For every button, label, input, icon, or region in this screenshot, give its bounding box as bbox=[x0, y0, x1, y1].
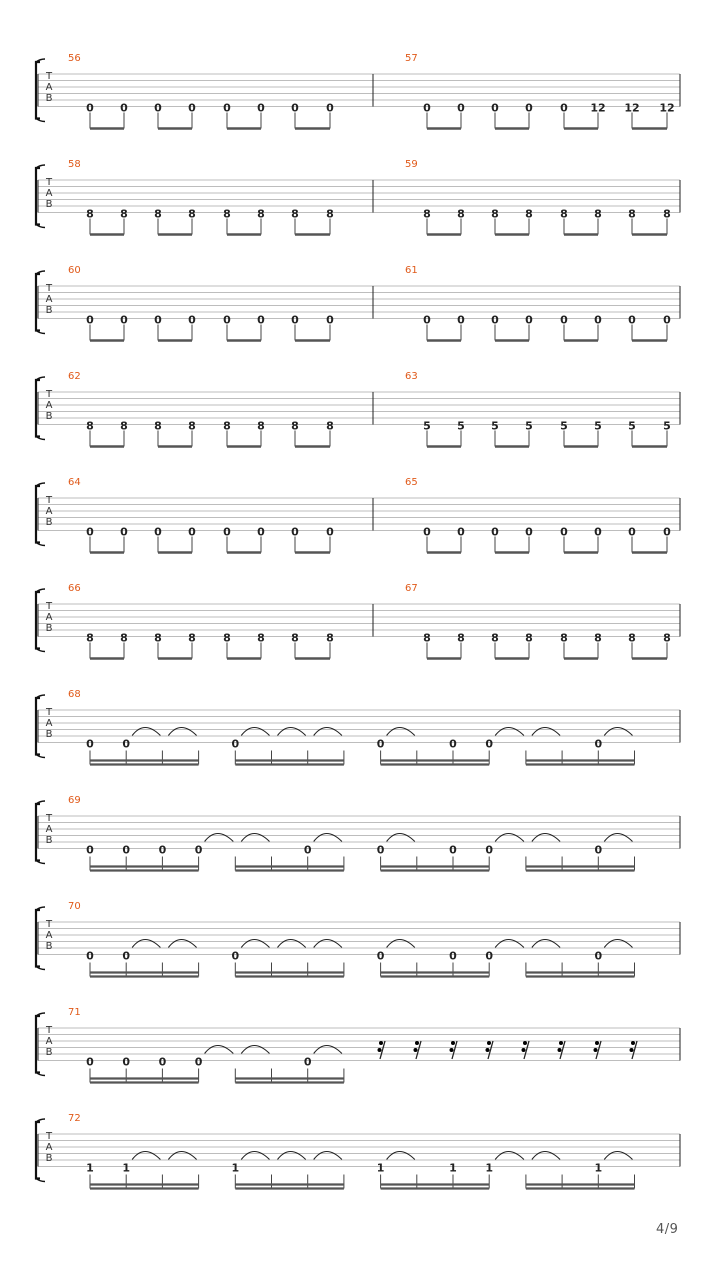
rest-dot bbox=[451, 1041, 455, 1045]
system bbox=[36, 371, 680, 447]
tie-arc bbox=[314, 834, 342, 842]
bracket-hook bbox=[36, 907, 45, 970]
fret-number: 0 bbox=[628, 525, 636, 539]
fret-number: 0 bbox=[86, 737, 94, 751]
bracket-hook bbox=[36, 1013, 45, 1076]
fret-number: 8 bbox=[223, 207, 231, 221]
tab-clef-letter: T bbox=[45, 1131, 53, 1142]
fret-number: 8 bbox=[291, 419, 299, 433]
fret-number: 0 bbox=[188, 313, 196, 327]
system bbox=[36, 795, 680, 871]
fret-number: 0 bbox=[457, 313, 465, 327]
fret-number: 0 bbox=[86, 843, 94, 857]
fret-number: 0 bbox=[491, 525, 499, 539]
bracket-hook bbox=[36, 589, 45, 652]
fret-number: 0 bbox=[449, 843, 457, 857]
fret-number: 8 bbox=[188, 419, 196, 433]
fret-number: 8 bbox=[154, 207, 162, 221]
fret-number: 0 bbox=[154, 525, 162, 539]
tab-clef-letter: A bbox=[45, 506, 53, 517]
fret-number: 0 bbox=[376, 737, 385, 751]
tie-arc bbox=[241, 1152, 269, 1160]
tie-arc bbox=[532, 728, 560, 736]
fret-number: 0 bbox=[120, 101, 128, 115]
tie-arc bbox=[495, 1152, 524, 1160]
measure-number: 68 bbox=[68, 689, 81, 700]
fret-number: 1 bbox=[86, 1161, 94, 1175]
tab-clef-letter: T bbox=[45, 1025, 53, 1036]
measure-number: 56 bbox=[68, 53, 81, 64]
bracket-hook bbox=[36, 801, 45, 864]
rest-dot bbox=[631, 1041, 635, 1045]
tie-arc bbox=[532, 940, 560, 948]
tab-clef-letter: A bbox=[45, 612, 53, 623]
fret-number: 0 bbox=[86, 313, 94, 327]
measure-number: 59 bbox=[405, 159, 418, 170]
fret-number: 0 bbox=[560, 525, 568, 539]
fret-number: 0 bbox=[223, 313, 231, 327]
fret-number: 8 bbox=[120, 207, 128, 221]
fret-number: 0 bbox=[663, 313, 671, 327]
fret-number: 8 bbox=[594, 207, 602, 221]
tab-clef-letter: T bbox=[45, 707, 53, 718]
tie-arc bbox=[241, 728, 269, 736]
fret-number: 1 bbox=[376, 1161, 385, 1175]
fret-number: 8 bbox=[86, 419, 94, 433]
system bbox=[36, 1007, 680, 1083]
fret-number: 0 bbox=[86, 101, 94, 115]
fret-number: 1 bbox=[122, 1161, 131, 1175]
tie-arc bbox=[387, 940, 415, 948]
fret-number: 0 bbox=[491, 101, 499, 115]
fret-number: 0 bbox=[86, 1055, 94, 1069]
tab-clef-letter: T bbox=[45, 177, 53, 188]
measure-number: 64 bbox=[68, 477, 81, 488]
fret-number: 8 bbox=[423, 207, 431, 221]
fret-number: 0 bbox=[188, 101, 196, 115]
fret-number: 8 bbox=[423, 631, 431, 645]
fret-number: 0 bbox=[376, 949, 385, 963]
fret-number: 0 bbox=[122, 949, 131, 963]
rest-dot bbox=[379, 1041, 383, 1045]
tie-arc bbox=[604, 1152, 632, 1160]
fret-number: 0 bbox=[491, 313, 499, 327]
tab-clef-letter: A bbox=[45, 824, 53, 835]
rest-dot bbox=[487, 1041, 491, 1045]
tab-clef-letter: T bbox=[45, 283, 53, 294]
fret-number: 0 bbox=[86, 525, 94, 539]
tie-arc bbox=[314, 940, 342, 948]
fret-number: 0 bbox=[594, 843, 603, 857]
tab-clef-letter: B bbox=[45, 517, 53, 528]
fret-number: 5 bbox=[594, 419, 602, 433]
fret-number: 0 bbox=[303, 1055, 312, 1069]
system bbox=[36, 477, 680, 553]
fret-number: 8 bbox=[257, 419, 265, 433]
tie-arc bbox=[532, 1152, 560, 1160]
fret-number: 5 bbox=[491, 419, 499, 433]
fret-number: 0 bbox=[457, 101, 465, 115]
tie-arc bbox=[604, 940, 632, 948]
fret-number: 8 bbox=[154, 631, 162, 645]
fret-number: 0 bbox=[194, 1055, 203, 1069]
fret-number: 8 bbox=[223, 631, 231, 645]
tab-clef-letter: B bbox=[45, 1153, 53, 1164]
fret-number: 0 bbox=[291, 313, 299, 327]
tie-arc bbox=[495, 940, 524, 948]
fret-number: 0 bbox=[188, 525, 196, 539]
fret-number: 0 bbox=[326, 101, 334, 115]
bracket-hook bbox=[36, 695, 45, 758]
fret-number: 0 bbox=[231, 737, 240, 751]
fret-number: 0 bbox=[449, 949, 457, 963]
fret-number: 0 bbox=[154, 313, 162, 327]
tie-arc bbox=[314, 1152, 342, 1160]
rest-dot bbox=[414, 1048, 418, 1052]
tie-arc bbox=[168, 728, 196, 736]
measure-number: 63 bbox=[405, 371, 418, 382]
fret-number: 0 bbox=[257, 525, 265, 539]
fret-number: 8 bbox=[291, 631, 299, 645]
fret-number: 5 bbox=[628, 419, 636, 433]
fret-number: 8 bbox=[326, 419, 334, 433]
measure-number: 58 bbox=[68, 159, 81, 170]
fret-number: 0 bbox=[594, 313, 602, 327]
tab-clef-letter: B bbox=[45, 623, 53, 634]
tab-clef-letter: B bbox=[45, 411, 53, 422]
tab-clef-letter: B bbox=[45, 1047, 53, 1058]
tie-arc bbox=[241, 940, 269, 948]
fret-number: 0 bbox=[560, 101, 568, 115]
fret-number: 8 bbox=[663, 631, 671, 645]
fret-number: 0 bbox=[303, 843, 312, 857]
measure-number: 60 bbox=[68, 265, 81, 276]
fret-number: 8 bbox=[86, 207, 94, 221]
measure-number: 70 bbox=[68, 901, 81, 912]
fret-number: 0 bbox=[594, 525, 602, 539]
fret-number: 0 bbox=[326, 313, 334, 327]
measure-number: 71 bbox=[68, 1007, 81, 1018]
tab-clef-letter: A bbox=[45, 718, 53, 729]
fret-number: 0 bbox=[485, 737, 494, 751]
bracket-hook bbox=[36, 271, 45, 334]
tab-clef-letter: T bbox=[45, 495, 53, 506]
fret-number: 0 bbox=[120, 525, 128, 539]
fret-number: 0 bbox=[86, 949, 94, 963]
tie-arc bbox=[205, 834, 234, 842]
tie-arc bbox=[278, 1152, 306, 1160]
fret-number: 0 bbox=[560, 313, 568, 327]
fret-number: 8 bbox=[188, 207, 196, 221]
fret-number: 8 bbox=[291, 207, 299, 221]
fret-number: 0 bbox=[223, 525, 231, 539]
tab-clef-letter: A bbox=[45, 400, 53, 411]
fret-number: 0 bbox=[485, 949, 494, 963]
fret-number: 8 bbox=[326, 631, 334, 645]
bracket-hook bbox=[36, 1119, 45, 1182]
system bbox=[36, 689, 680, 765]
measure-number: 67 bbox=[405, 583, 418, 594]
tab-clef-letter: A bbox=[45, 1036, 53, 1047]
tie-arc bbox=[132, 940, 160, 948]
tie-arc bbox=[532, 834, 560, 842]
bracket-hook bbox=[36, 483, 45, 546]
bracket-hook bbox=[36, 377, 45, 440]
fret-number: 0 bbox=[154, 101, 162, 115]
fret-number: 8 bbox=[257, 631, 265, 645]
fret-number: 8 bbox=[120, 631, 128, 645]
rest-dot bbox=[558, 1048, 562, 1052]
fret-number: 0 bbox=[158, 1055, 167, 1069]
tie-arc bbox=[314, 728, 342, 736]
fret-number: 0 bbox=[291, 525, 299, 539]
fret-number: 8 bbox=[491, 207, 499, 221]
fret-number: 0 bbox=[525, 313, 533, 327]
fret-number: 1 bbox=[594, 1161, 603, 1175]
fret-number: 0 bbox=[291, 101, 299, 115]
measure-number: 57 bbox=[405, 53, 418, 64]
rest-dot bbox=[486, 1048, 490, 1052]
fret-number: 1 bbox=[231, 1161, 240, 1175]
fret-number: 8 bbox=[188, 631, 196, 645]
tab-clef-letter: T bbox=[45, 601, 53, 612]
fret-number: 0 bbox=[485, 843, 494, 857]
rest-dot bbox=[595, 1041, 599, 1045]
fret-number: 0 bbox=[122, 843, 131, 857]
rest-dot bbox=[523, 1041, 527, 1045]
tab-clef-letter: A bbox=[45, 1142, 53, 1153]
rest-dot bbox=[594, 1048, 598, 1052]
tie-arc bbox=[241, 834, 269, 842]
fret-number: 0 bbox=[376, 843, 385, 857]
fret-number: 8 bbox=[525, 631, 533, 645]
fret-number: 0 bbox=[525, 525, 533, 539]
fret-number: 8 bbox=[457, 207, 465, 221]
fret-number: 8 bbox=[628, 631, 636, 645]
system bbox=[36, 1113, 680, 1189]
fret-number: 0 bbox=[457, 525, 465, 539]
tie-arc bbox=[604, 834, 632, 842]
measure-number: 61 bbox=[405, 265, 418, 276]
tie-arc bbox=[387, 834, 415, 842]
fret-number: 5 bbox=[525, 419, 533, 433]
tab-clef-letter: B bbox=[45, 835, 53, 846]
tie-arc bbox=[205, 1046, 234, 1054]
tie-arc bbox=[241, 1046, 269, 1054]
measure-number: 65 bbox=[405, 477, 418, 488]
fret-number: 8 bbox=[257, 207, 265, 221]
fret-number: 0 bbox=[423, 101, 431, 115]
fret-number: 0 bbox=[194, 843, 203, 857]
system bbox=[36, 583, 680, 659]
tab-clef-letter: T bbox=[45, 813, 53, 824]
fret-number: 0 bbox=[122, 1055, 131, 1069]
measure-number: 72 bbox=[68, 1113, 81, 1124]
fret-number: 0 bbox=[158, 843, 167, 857]
fret-number: 0 bbox=[231, 949, 240, 963]
fret-number: 0 bbox=[423, 525, 431, 539]
fret-number: 0 bbox=[423, 313, 431, 327]
tie-arc bbox=[168, 940, 196, 948]
system bbox=[36, 901, 680, 977]
tab-clef-letter: B bbox=[45, 729, 53, 740]
rest-dot bbox=[559, 1041, 563, 1045]
fret-number: 8 bbox=[326, 207, 334, 221]
tie-arc bbox=[604, 728, 632, 736]
fret-number: 8 bbox=[628, 207, 636, 221]
fret-number: 5 bbox=[457, 419, 465, 433]
fret-number: 0 bbox=[449, 737, 457, 751]
fret-number: 8 bbox=[560, 207, 568, 221]
tie-arc bbox=[132, 728, 160, 736]
fret-number: 0 bbox=[257, 313, 265, 327]
tie-arc bbox=[168, 1152, 196, 1160]
tab-clef-letter: B bbox=[45, 199, 53, 210]
fret-number: 8 bbox=[491, 631, 499, 645]
tab-clef-letter: A bbox=[45, 188, 53, 199]
bracket-hook bbox=[36, 165, 45, 228]
measure-number: 62 bbox=[68, 371, 81, 382]
tie-arc bbox=[278, 728, 306, 736]
fret-number: 0 bbox=[525, 101, 533, 115]
tie-arc bbox=[278, 940, 306, 948]
fret-number: 8 bbox=[154, 419, 162, 433]
tie-arc bbox=[132, 1152, 160, 1160]
fret-number: 0 bbox=[122, 737, 131, 751]
rest-dot bbox=[415, 1041, 419, 1045]
fret-number: 5 bbox=[423, 419, 431, 433]
system bbox=[36, 53, 680, 129]
measure-number: 66 bbox=[68, 583, 81, 594]
fret-number: 1 bbox=[485, 1161, 494, 1175]
tab-clef-letter: A bbox=[45, 294, 53, 305]
tie-arc bbox=[387, 728, 415, 736]
fret-number: 1 bbox=[449, 1161, 457, 1175]
tab-clef-letter: A bbox=[45, 82, 53, 93]
system bbox=[36, 265, 680, 341]
tab-clef-letter: T bbox=[45, 71, 53, 82]
fret-number: 8 bbox=[525, 207, 533, 221]
bracket-hook bbox=[36, 59, 45, 122]
page-number: 4/9 bbox=[656, 1222, 679, 1237]
measure-number: 69 bbox=[68, 795, 81, 806]
tie-arc bbox=[495, 834, 524, 842]
rest-dot bbox=[522, 1048, 526, 1052]
tab-clef-letter: A bbox=[45, 930, 53, 941]
tab-clef-letter: T bbox=[45, 919, 53, 930]
fret-number: 0 bbox=[223, 101, 231, 115]
fret-number: 5 bbox=[560, 419, 568, 433]
tab-clef-letter: B bbox=[45, 93, 53, 104]
fret-number: 0 bbox=[257, 101, 265, 115]
fret-number: 8 bbox=[663, 207, 671, 221]
fret-number: 0 bbox=[663, 525, 671, 539]
system bbox=[36, 159, 680, 235]
fret-number: 0 bbox=[628, 313, 636, 327]
fret-number: 8 bbox=[120, 419, 128, 433]
tab-clef-letter: B bbox=[45, 941, 53, 952]
fret-number: 0 bbox=[594, 949, 603, 963]
fret-number: 12 bbox=[659, 101, 675, 115]
fret-number: 0 bbox=[594, 737, 603, 751]
tab-clef-letter: B bbox=[45, 305, 53, 316]
fret-number: 5 bbox=[663, 419, 671, 433]
fret-number: 8 bbox=[457, 631, 465, 645]
tie-arc bbox=[314, 1046, 342, 1054]
tie-arc bbox=[387, 1152, 415, 1160]
fret-number: 12 bbox=[624, 101, 640, 115]
fret-number: 8 bbox=[223, 419, 231, 433]
fret-number: 8 bbox=[560, 631, 568, 645]
tie-arc bbox=[495, 728, 524, 736]
fret-number: 12 bbox=[590, 101, 606, 115]
fret-number: 0 bbox=[326, 525, 334, 539]
fret-number: 8 bbox=[86, 631, 94, 645]
rest-dot bbox=[450, 1048, 454, 1052]
rest-dot bbox=[630, 1048, 634, 1052]
rest-dot bbox=[378, 1048, 382, 1052]
tab-clef-letter: T bbox=[45, 389, 53, 400]
fret-number: 8 bbox=[594, 631, 602, 645]
fret-number: 0 bbox=[120, 313, 128, 327]
